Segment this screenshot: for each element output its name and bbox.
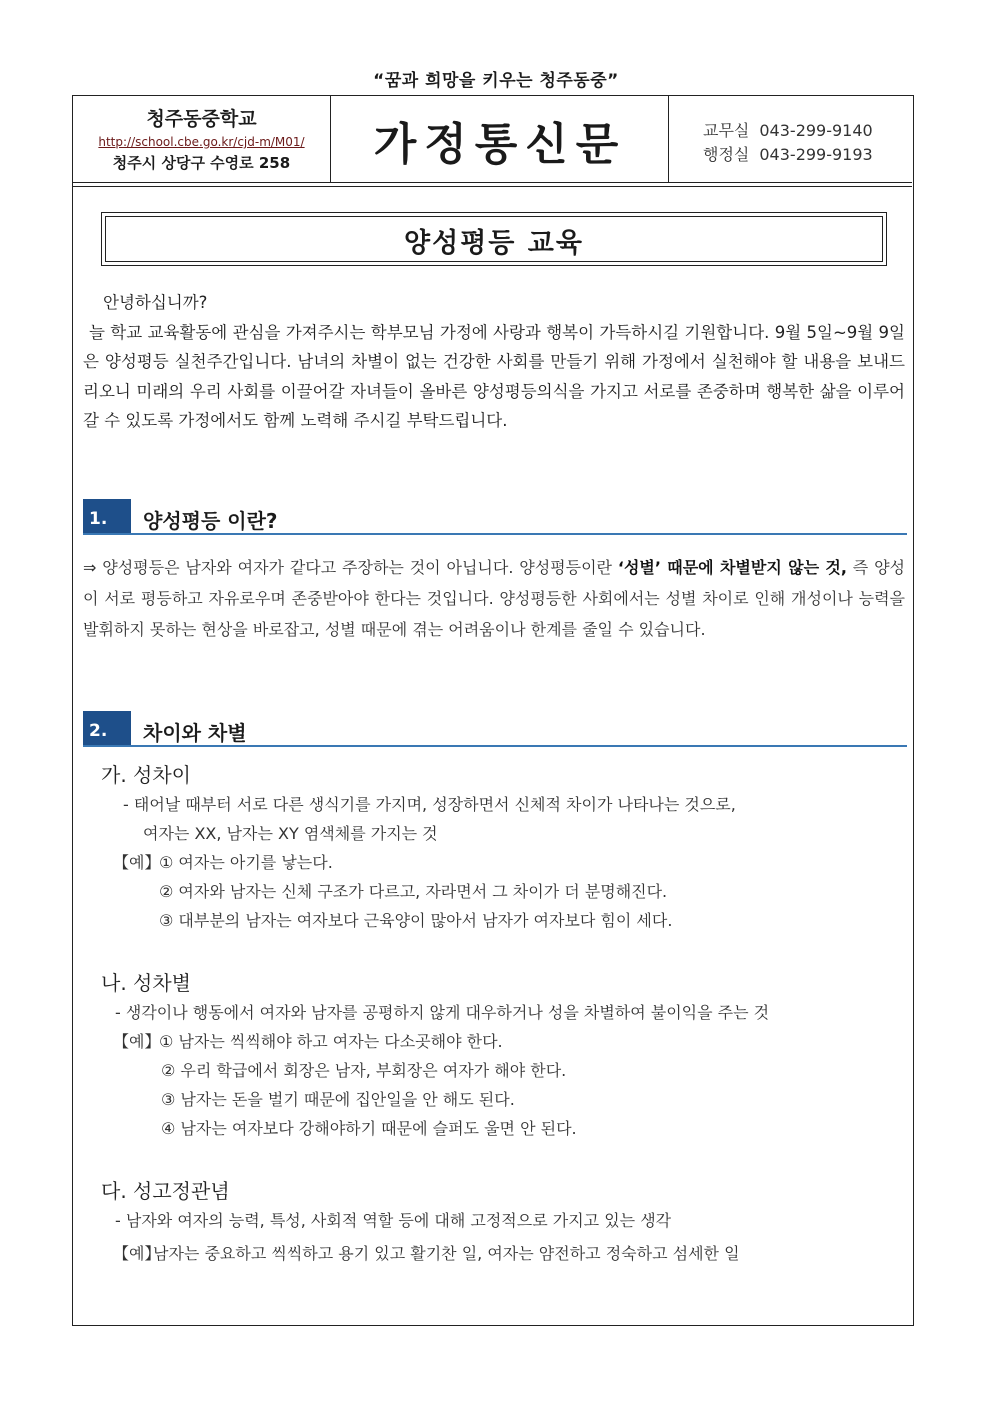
subsection-c-desc1: - 남자와 여자의 능력, 특성, 사회적 역할 등에 대해 고정적으로 가지고 있는 생각 (115, 1211, 672, 1230)
subsection-a-example-2: ② 여자와 남자는 신체 구조가 다르고, 자라면서 그 차이가 더 분명해진다. (159, 882, 668, 901)
subsection-b-example-3: ③ 남자는 돈을 벌기 때문에 집안일을 안 해도 된다. (161, 1090, 515, 1109)
header-divider (73, 186, 912, 187)
section-1-number: 1. (83, 499, 131, 533)
phone-admin-number: 043-299-9193 (759, 145, 873, 164)
section-2-heading (83, 711, 907, 747)
subsection-a-example-3: ③ 대부분의 남자는 여자보다 근육양이 많아서 남자가 여자보다 힘이 세다. (159, 911, 673, 930)
section-2-number: 2. (83, 711, 131, 745)
subsection-b-example-label: 【예】 (113, 1032, 161, 1051)
subsection-a-title: 가. 성차이 (101, 763, 191, 787)
header (73, 96, 912, 183)
section-1-heading (83, 499, 907, 535)
intro-body: 늘 학교 교육활동에 관심을 가져주시는 학부모님 가정에 사랑과 행복이 가득하시길 기원합니다. 9월 5일~9월 9일은 양성평등 실천주간입니다. 남녀의 차별이 없는 건강한 사회를 만들기 위해 가정에서 실천해야 할 내용을 보내드리오니 미래의 우리 사회를 이끌어갈 자녀들이 올바른 양성평등의식을 가지고 서로를 존중하며 행복한 삶을 이루어 갈 수 있도록 가정에서도 함께 노력해 주시길 부탁드립니다. (83, 322, 905, 430)
subsection-c-example-label: 【예】 (113, 1244, 161, 1263)
subsection-c-title: 다. 성고정관념 (101, 1179, 230, 1203)
subsection-a-example-1: ① 여자는 아기를 낳는다. (159, 853, 333, 872)
subsection-b-title: 나. 성차별 (101, 971, 191, 995)
subsection-a-desc2: 여자는 XX, 남자는 XY 염색체를 가지는 것 (143, 824, 438, 843)
subsection-c-example-1: 남자는 중요하고 씩씩하고 용기 있고 활기찬 일, 여자는 얌전하고 정숙하고 섬세한 일 (153, 1244, 740, 1263)
phone-admin-label: 행정실 (703, 145, 750, 164)
subsection-b-desc1: - 생각이나 행동에서 여자와 남자를 공평하지 않게 대우하거나 성을 차별하여 불이익을 주는 것 (115, 1003, 770, 1022)
intro-greeting: 안녕하십니까? (103, 293, 208, 312)
section-1-title: 양성평등 이란? (143, 509, 278, 533)
phone-academic-number: 043-299-9140 (759, 121, 873, 140)
topic-title: 양성평등 교육 (404, 228, 584, 259)
arrow-icon: ⇒ (83, 558, 97, 577)
school-info (73, 96, 331, 182)
section-2-title: 차이와 차별 (143, 721, 247, 745)
subsection-a-desc1: - 태어날 때부터 서로 다른 생식기를 가지며, 성장하면서 신체적 차이가 나타나는 것으로, (123, 795, 736, 814)
newsletter-title: 가정통신문 (373, 119, 627, 170)
subsection-b-example-2: ② 우리 학급에서 회장은 남자, 부회장은 여자가 해야 한다. (161, 1061, 567, 1080)
phone-admin (703, 142, 873, 165)
motto: “꿈과 희망을 키우는 청주동중” (373, 71, 619, 91)
title-cell (331, 96, 669, 182)
contact-info (669, 96, 912, 182)
topic-box (101, 212, 887, 266)
section-1-emphasis: ‘성별’ 때문에 차별받지 않는 것, (617, 558, 847, 577)
newsletter-frame (72, 95, 914, 1326)
intro (83, 288, 905, 436)
school-address: 청주시 상당구 수영로 258 (112, 154, 291, 172)
subsection-b-example-4: ④ 남자는 여자보다 강해야하기 때문에 슬퍼도 울면 안 된다. (161, 1119, 577, 1138)
subsection-b-example-1: ① 남자는 씩씩해야 하고 여자는 다소곳해야 한다. (159, 1032, 503, 1051)
subsection-a-example-label: 【예】 (113, 853, 161, 872)
school-name: 청주동중학교 (146, 108, 257, 130)
school-url-link[interactable]: http://school.cbe.go.kr/cjd-m/M01/ (98, 135, 305, 149)
phone-academic-label: 교무실 (703, 121, 750, 140)
section-1-text: ⇒ 양성평등은 남자와 여자가 같다고 주장하는 것이 아닙니다. 양성평등이란 ‘성별’ 때문에 차별받지 않는 것, 즉 양성이 서로 평등하고 자유로우며 존중받아야 한다는 것입니다. 양성평등한 사회에서는 성별 차이로 인해 개성이나 능력을 발휘하지 못하는 현상을 바로잡고, 성별 때문에 겪는 어려움이나 한계를 줄일 수 있습니다. (83, 558, 905, 639)
phone-academic (703, 118, 873, 141)
